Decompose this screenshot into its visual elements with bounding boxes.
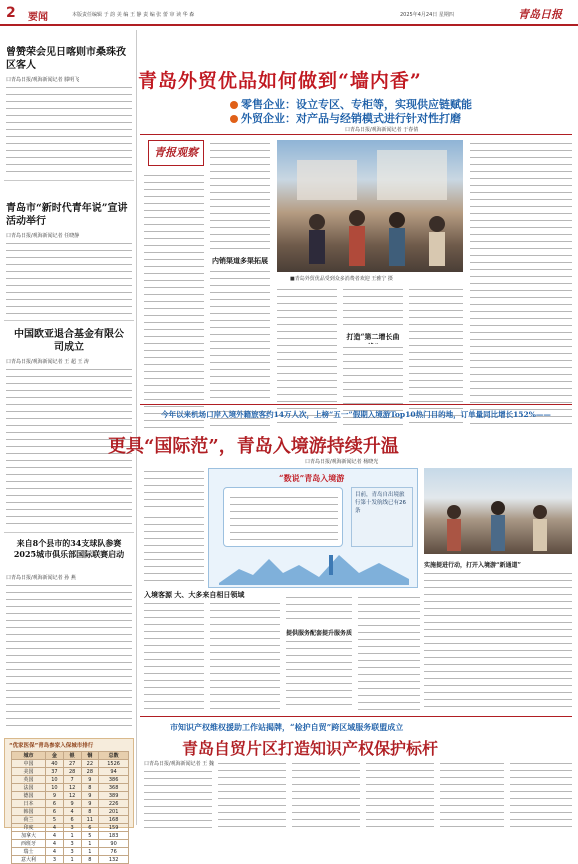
table-cell: 40 (46, 760, 64, 768)
table-row (12, 832, 129, 840)
feature-body-col5 (409, 286, 463, 426)
story-body-col1 (144, 468, 204, 510)
table-cell: 8 (81, 784, 99, 792)
bottom-body-col4 (366, 760, 434, 828)
article-byline: 口青岛日报/观海新闻记者 孙 燕 (6, 575, 76, 581)
table-cell: 3 (63, 840, 81, 848)
newspaper-logo: 青岛日报 (518, 8, 562, 21)
feature-body-col1 (144, 172, 204, 432)
table-cell: 加拿大 (12, 832, 46, 840)
article-byline: 口青岛日报/观海新闻记者 王 超 王 涛 (6, 359, 90, 365)
section-name: 要闻 (28, 12, 48, 23)
feature-headline[interactable]: 青岛外贸优品如何做到“墙内香” (138, 70, 422, 92)
story-headline[interactable]: 更具“国际范”，青岛入境游持续升温 (108, 436, 399, 457)
feature-body-col2 (210, 140, 270, 250)
feature-body-col4 (343, 286, 403, 326)
table-row (12, 784, 129, 792)
feature-subhead-1: 零售企业：设立专区、专柜等，实现供应链赋能 (230, 96, 472, 112)
table-row (12, 808, 129, 816)
table-cell: 12 (63, 792, 81, 800)
feature-subhead-2: 外贸企业：对产品与经销模式进行针对性打磨 (230, 110, 461, 126)
infographic-panel (223, 487, 343, 547)
article-body (6, 84, 132, 174)
article-body (6, 582, 132, 732)
table-cell: 1 (81, 848, 99, 856)
table-cell: 28 (81, 768, 99, 776)
article-title[interactable]: 青岛市“新时代青年说”宣讲活动举行 (6, 203, 128, 227)
story-body-col3b (286, 638, 352, 710)
table-row (12, 776, 129, 784)
table-cell: 132 (99, 856, 129, 864)
table-cell: 22 (81, 760, 99, 768)
article-byline: 口青岛日报/观海新闻记者 滕明飞 (6, 77, 80, 83)
table-cell: 4 (63, 808, 81, 816)
feature-photo (277, 140, 463, 272)
bottom-body-col6 (510, 760, 572, 828)
bottom-byline: 口青岛日报/观海新闻记者 王 魏 (144, 761, 214, 767)
story-body-col1b (144, 514, 204, 584)
landmark-illustration-icon (219, 549, 409, 585)
table-header-cell: 银 (63, 752, 81, 760)
ranking-table-box (4, 738, 134, 863)
table-cell: 27 (63, 760, 81, 768)
story-body-col3 (286, 594, 352, 624)
table-cell: 4 (46, 832, 64, 840)
column-divider (136, 30, 137, 825)
table-cell: 1 (63, 832, 81, 840)
feature-body-col3 (277, 286, 337, 426)
table-row (12, 760, 129, 768)
story-body-col5 (424, 570, 572, 710)
tourists-photo-icon (424, 468, 572, 554)
table-cell: 37 (46, 768, 64, 776)
bullet-icon (230, 115, 238, 123)
table-cell: 6 (46, 800, 64, 808)
table-cell: 368 (99, 784, 129, 792)
infographic-text (230, 494, 338, 540)
bottom-kicker: 市知识产权维权援助工作站揭牌，“检护自贸”跨区域服务联盟成立 (170, 722, 404, 732)
table-cell: 1526 (99, 760, 129, 768)
article-title[interactable]: 来自8个县市的34支球队参赛 2025城市俱乐部国际联赛启动 (13, 538, 125, 559)
table-cell: 1 (63, 856, 81, 864)
table-cell: 9 (81, 800, 99, 808)
table-cell: 6 (81, 824, 99, 832)
table-row (12, 816, 129, 824)
crowd-scene-icon (277, 140, 463, 272)
story-body-col2 (210, 600, 280, 710)
story-subhead: 提供服务配套提升服务质 (286, 630, 353, 637)
table-cell: 159 (99, 824, 129, 832)
table-cell: 德国 (12, 792, 46, 800)
table-title: “优家医保”青岛参家入保城市排行 (9, 743, 94, 749)
story-body-col1c (144, 600, 204, 710)
story-subhead: 入境客源 大、大多来自相日领域 (144, 590, 245, 599)
story-body-col4 (358, 594, 420, 710)
data-infographic (208, 468, 418, 588)
table-cell: 3 (46, 856, 64, 864)
table-cell: 11 (81, 816, 99, 824)
table-cell: 6 (63, 816, 81, 824)
table-cell: 1 (81, 840, 99, 848)
table-cell: 28 (63, 768, 81, 776)
bottom-body-col1 (144, 768, 212, 828)
photo-caption: ■青岛外贸优品受到众多消费者欢迎 王雅宁 摄 (290, 276, 393, 282)
divider (4, 320, 134, 321)
article-body (6, 240, 132, 315)
table-cell: 5 (81, 832, 99, 840)
feature-byline: 口青岛日报/观海新闻记者 于春倩 (345, 127, 419, 133)
feature-subhead: 打造“第二增长曲 (346, 332, 400, 341)
table-cell: 荷兰 (12, 816, 46, 824)
table-cell: 4 (46, 848, 64, 856)
bottom-body-col5 (440, 760, 504, 828)
divider (140, 404, 572, 405)
table-cell: 76 (99, 848, 129, 856)
table-cell: 6 (46, 808, 64, 816)
table-cell: 4 (46, 824, 64, 832)
table-cell: 印度 (12, 824, 46, 832)
divider (4, 532, 134, 533)
table-cell: 美国 (12, 768, 46, 776)
table-cell: 226 (99, 800, 129, 808)
table-header-cell: 金 (46, 752, 64, 760)
table-cell: 10 (46, 784, 64, 792)
feature-subhead: 内销渠道多渠拓展 (212, 256, 268, 265)
table-row (12, 856, 129, 864)
article-byline: 口青岛日报/观海新闻记者 任晓静 (6, 233, 80, 239)
table-header-cell: 总数 (99, 752, 129, 760)
table-cell: 183 (99, 832, 129, 840)
table-cell: 5 (46, 816, 64, 824)
table-row (12, 824, 129, 832)
table-cell: 意大利 (12, 856, 46, 864)
table-row (12, 848, 129, 856)
infographic-title: “数说”青岛入境游 (279, 473, 345, 483)
article-title[interactable]: 中国欧亚退合基金有限公司成立 (14, 329, 124, 353)
table-header-cell: 铜 (81, 752, 99, 760)
table-row (12, 840, 129, 848)
table-cell: 168 (99, 816, 129, 824)
story-photo (424, 468, 572, 554)
table-cell: 10 (46, 776, 64, 784)
bottom-headline[interactable]: 青岛自贸片区打造知识产权保护标杆 (182, 739, 439, 758)
table-cell: 8 (81, 856, 99, 864)
side-note: 目前，青岛自出境旅行第十发航线已有26条 (351, 487, 413, 547)
bottom-body-col3 (292, 760, 360, 828)
table-cell: 12 (63, 784, 81, 792)
table-cell: 9 (63, 800, 81, 808)
issue-date: 2025年4月24日 星期四 (400, 12, 454, 18)
table-cell: 94 (99, 768, 129, 776)
table-cell: 瑞士 (12, 848, 46, 856)
table-cell: 日本 (12, 800, 46, 808)
table-cell: 西班牙 (12, 840, 46, 848)
table-cell: 3 (63, 824, 81, 832)
story-kicker: 今年以来机场口岸入境外籍旅客约14万人次，上榜“五一”假期入境游Top10热门目的地，订单量同比增长152%—— (161, 410, 551, 419)
table-cell: 9 (81, 776, 99, 784)
table-header-row (12, 752, 129, 760)
bullet-icon (230, 101, 238, 109)
divider (140, 134, 572, 135)
page-number: 2 (6, 5, 16, 21)
divider (4, 180, 134, 181)
table-cell: 4 (46, 840, 64, 848)
story-subhead: 实施提进行动，打开入境游“新通道” (424, 562, 521, 569)
column-badge: 青报观察 (148, 140, 204, 166)
table-cell: 90 (99, 840, 129, 848)
page-header (0, 0, 578, 26)
article-title[interactable]: 曾赞荣会见日喀则市桑珠孜区客人 (6, 47, 126, 71)
editor-line: 本版责任编辑 于 韵 美 编 王 静 责 编 张 蕾 审 读 华 森 (72, 12, 195, 18)
table-cell: 9 (81, 792, 99, 800)
story-byline: 口青岛日报/观海新闻记者 杨晓光 (305, 459, 379, 465)
table-cell: 386 (99, 776, 129, 784)
table-cell: 7 (63, 776, 81, 784)
table-cell: 8 (81, 808, 99, 816)
left-column (4, 30, 134, 863)
table-cell: 201 (99, 808, 129, 816)
table-cell: 9 (46, 792, 64, 800)
divider (140, 716, 572, 717)
table-row (12, 792, 129, 800)
table-row (12, 768, 129, 776)
bottom-body-col2 (218, 760, 286, 828)
ranking-table (11, 751, 129, 864)
table-cell: 韩国 (12, 808, 46, 816)
table-cell: 3 (63, 848, 81, 856)
table-cell: 英国 (12, 776, 46, 784)
feature-body-col6 (470, 140, 572, 426)
table-header-cell: 城市 (12, 752, 46, 760)
table-row (12, 800, 129, 808)
table-cell: 中国 (12, 760, 46, 768)
table-cell: 法国 (12, 784, 46, 792)
table-cell: 389 (99, 792, 129, 800)
